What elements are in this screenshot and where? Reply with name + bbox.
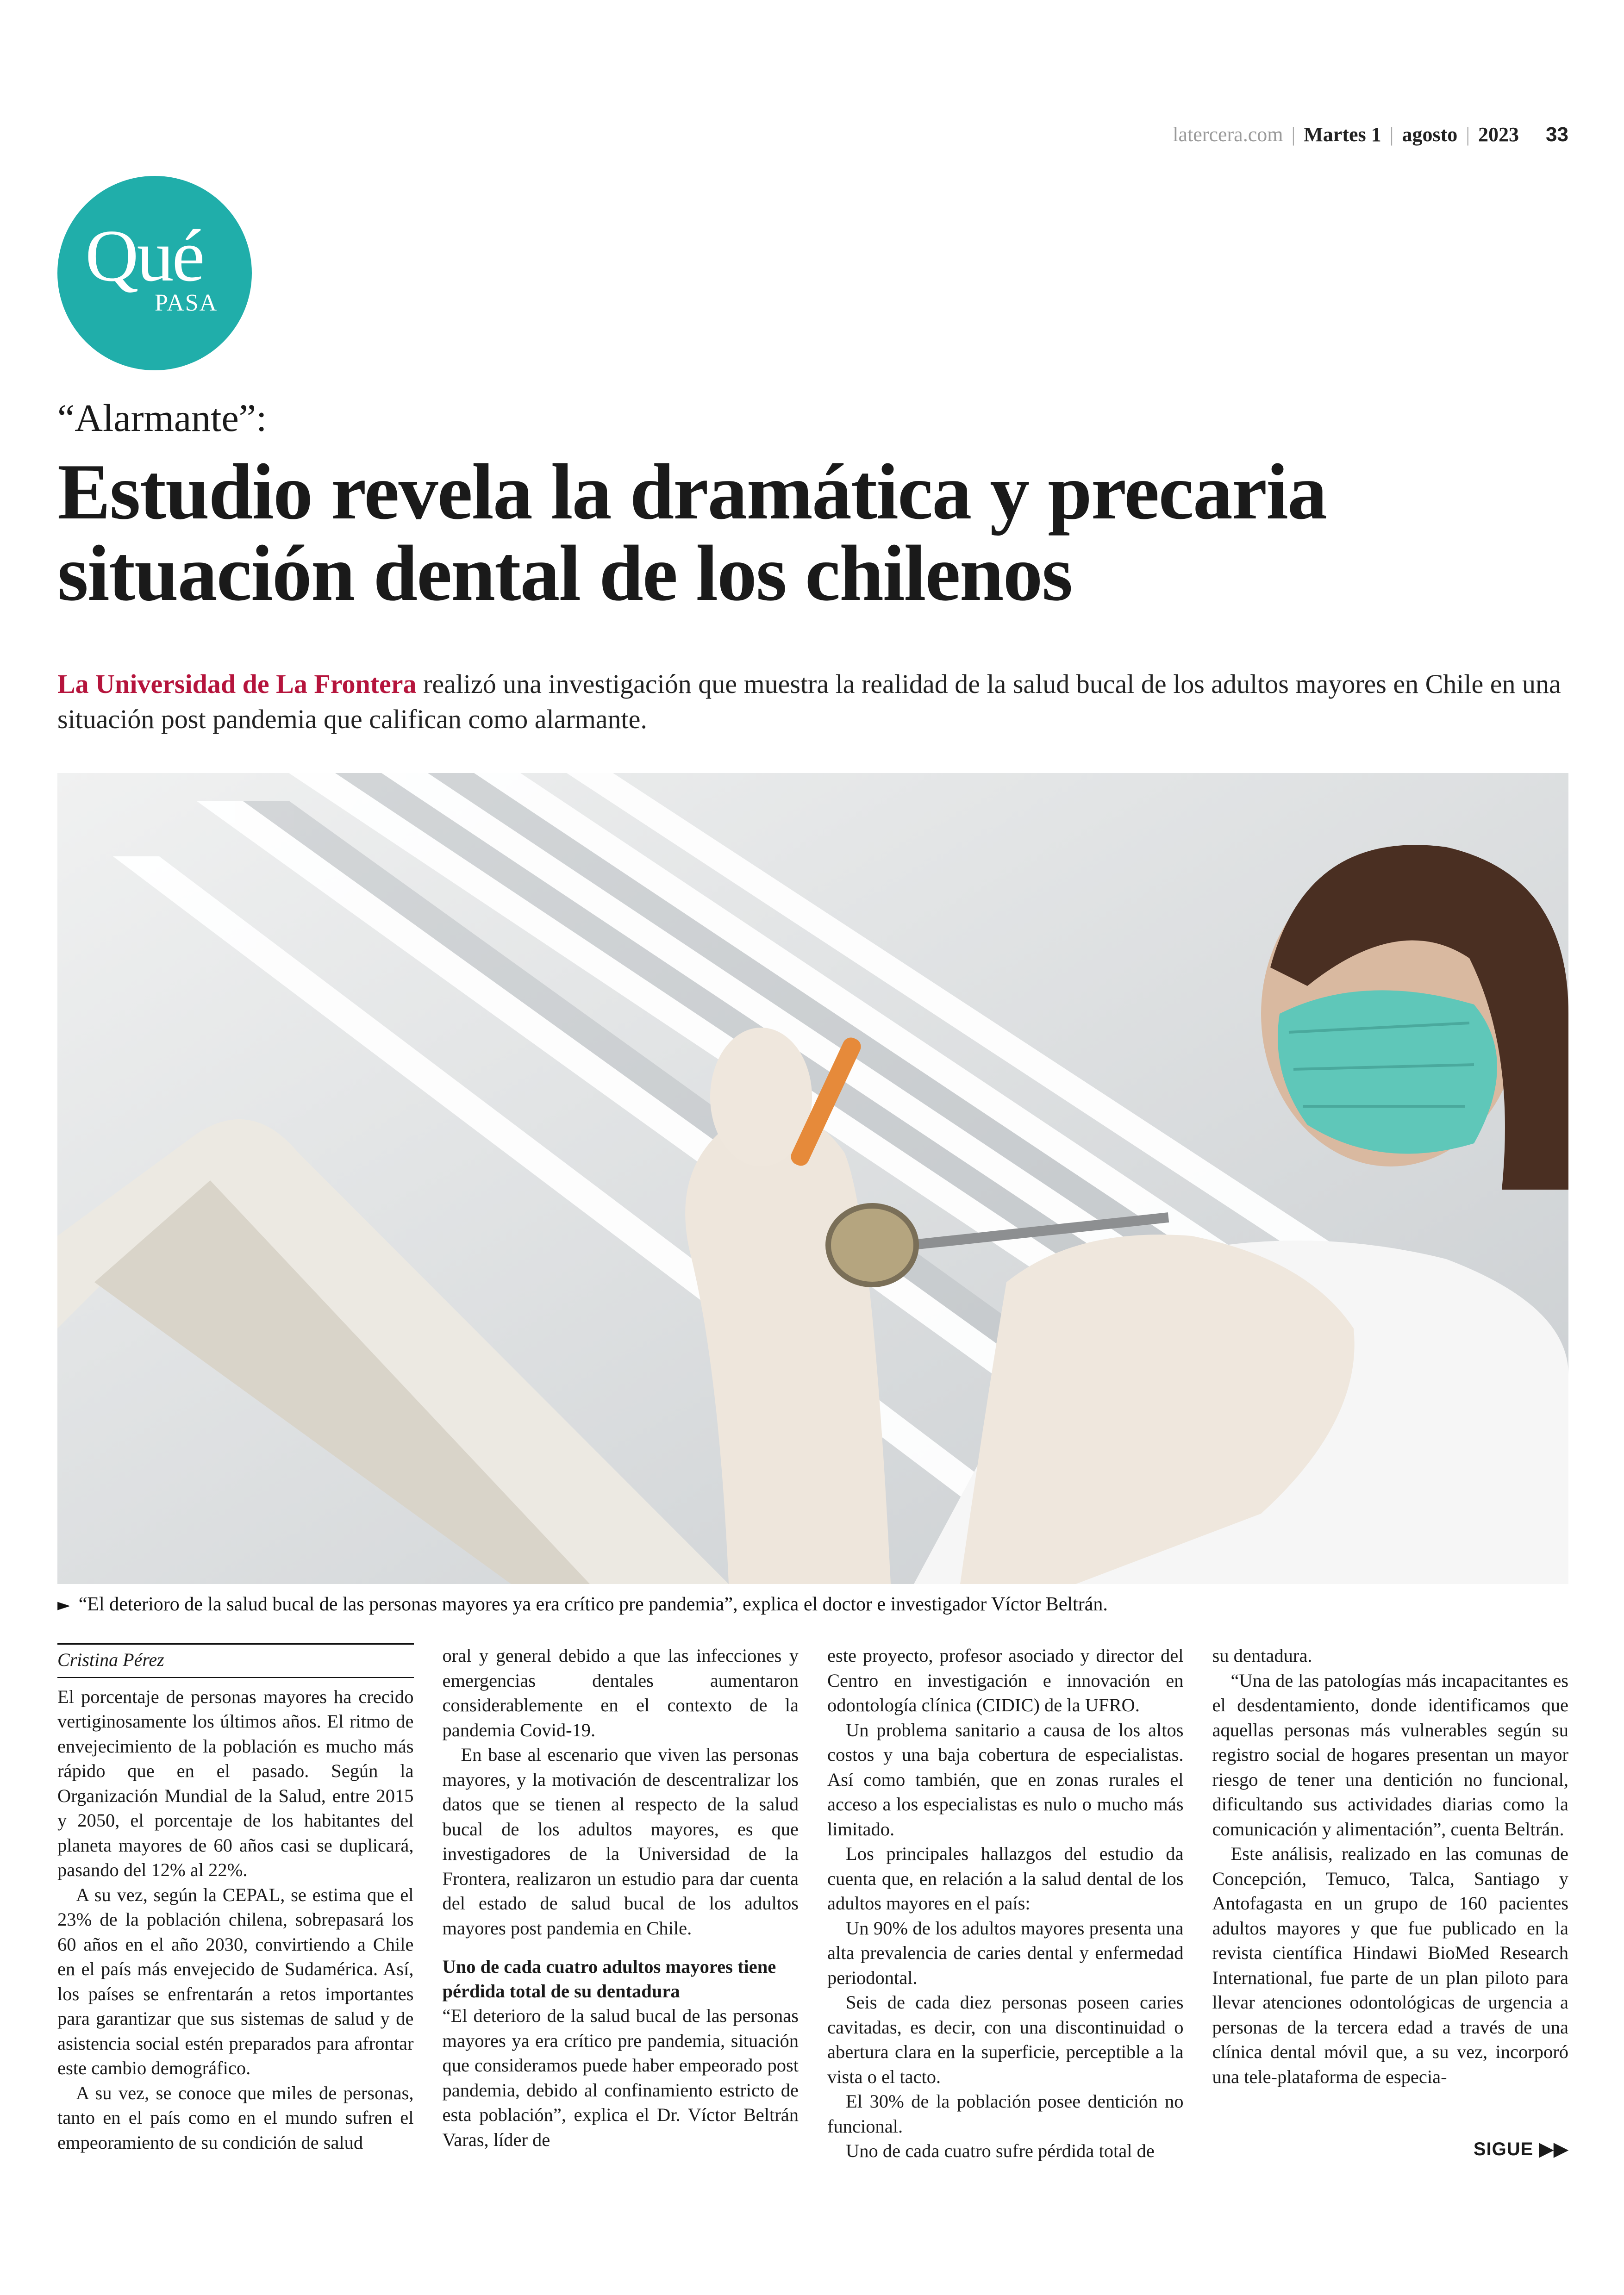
paragraph: El porcentaje de personas mayores ha crecido vertiginosamente los últimos años. El ritmo de envejecimiento de la población es mucho más rápido que en el pasado. Según la Organización Mundial de la Salud, entre 2015 y 2050, el porcentaje de los habitantes del planeta mayores de 60 años casi se duplicará, pasando del 12% al 22%. — [57, 1686, 414, 1880]
column-4 — [1212, 1643, 1569, 2176]
caption-arrow-icon: ► — [57, 1596, 70, 1615]
que-pasa-logo — [57, 176, 252, 370]
separator: | — [1389, 123, 1394, 146]
continue-marker[interactable]: SIGUE ▶▶ — [1473, 2139, 1568, 2159]
column-3 — [827, 1643, 1184, 2176]
paragraph: Los principales hallazgos del estudio da cuenta que, en relación a la salud dental de los adultos mayores en el país: — [827, 1843, 1184, 1914]
paragraph: su dentadura. — [1212, 1645, 1312, 1666]
kicker: “Alarmante”: — [57, 397, 267, 440]
subheading: Uno de cada cuatro adultos mayores tiene pérdida total de su dentadura — [442, 1956, 776, 2002]
byline: Cristina Pérez — [57, 1643, 414, 1678]
dek-text: realizó una investigación que muestra la realidad de la salud bucal de los adultos mayores en Chile en una situación post pandemia que califican como alarmante. — [57, 669, 1561, 734]
column-1 — [57, 1643, 414, 2176]
date-weekday: Martes 1 — [1304, 123, 1381, 146]
dentist-photo-illustration — [57, 773, 1568, 1584]
paragraph: este proyecto, profesor asociado y director del Centro en investigación e innovación en odontología clínica (CIDIC) de la UFRO. — [827, 1645, 1184, 1715]
headline: Estudio revela la dramática y precaria situación dental de los chilenos — [57, 448, 1326, 617]
separator: | — [1466, 123, 1470, 146]
paragraph: A su vez, según la CEPAL, se estima que el 23% de la población chilena, sobrepasará los 60 años en el año 2030, convirtiendo a Chile en el país más envejecido de Sudamérica. Así, los países se enfrentarán a retos importantes para garantizar que sus sistemas de salud y de asistencia social estén preparados para afrontar este cambio demográfico. — [57, 1884, 414, 2078]
logo-text-que: Qué — [85, 214, 203, 297]
date-month: agosto — [1402, 123, 1458, 146]
dek — [57, 667, 1562, 737]
paragraph: A su vez, se conoce que miles de personas, tanto en el país como en el mundo sufren el empeoramiento de su condición de salud — [57, 2082, 414, 2153]
masthead — [1173, 123, 1568, 146]
paragraph: “El deterioro de la salud bucal de las personas mayores ya era crítico pre pandemia, situación que consideramos puede haber empeorado post pandemia, debido al confinamiento estricto de esta población”, explica el Dr. Víctor Beltrán Varas, líder de — [442, 2005, 799, 2150]
paragraph: Este análisis, realizado en las comunas de Concepción, Temuco, Talca, Santiago y Antofagasta en un grupo de 160 pacientes adultos mayores y que fue publicado en la revista científica Hindawi BioMed Research International, fue parte de un plan piloto para llevar atenciones odontológicas de urgencia a personas de la tercera edad a través de una clínica dental móvil que, a su vez, incorporó una tele-plataforma de especia- — [1212, 1843, 1568, 2087]
paragraph: oral y general debido a que las infecciones y emergencias dentales aumentaron considerablemente en el contexto de la pandemia Covid-19. — [442, 1645, 799, 1740]
photo-caption — [57, 1593, 1568, 1615]
paragraph: En base al escenario que viven las personas mayores, y la motivación de descentralizar los datos que se tienen al respecto de la salud bucal de los adultos mayores, es que investigadores de la Universidad de la Frontera, realizaron un estudio para dar cuenta del estado de salud bucal de los adultos mayores post pandemia en Chile. — [442, 1744, 799, 1939]
paragraph: Uno de cada cuatro sufre pérdida total de — [846, 2140, 1155, 2161]
paragraph: Un problema sanitario a causa de los altos costos y una baja cobertura de especialistas. Así como también, que en zonas rurales el acceso a los especialistas es nulo o mucho más limitado. — [827, 1719, 1184, 1840]
dek-highlight: La Universidad de La Frontera — [57, 669, 417, 699]
paragraph: Seis de cada diez personas poseen caries cavitadas, es decir, con una discontinuidad o abertura clara en la superficie, perceptible a la vista o el tacto. — [827, 1992, 1184, 2087]
page-number: 33 — [1546, 123, 1568, 146]
paragraph: “Una de las patologías más incapacitantes es el desdentamiento, donde identificamos que aquellas personas más vulnerables según su registro social de hogares presentan un mayor riesgo de tener una dentición no funcional, dificultando sus actividades diarias como la comunicación y alimentación”, cuenta Beltrán. — [1212, 1670, 1568, 1840]
date-year: 2023 — [1478, 123, 1519, 146]
paragraph: El 30% de la población posee dentición no funcional. — [827, 2091, 1184, 2137]
column-2 — [443, 1643, 799, 2176]
logo-text-pasa: PASA — [155, 290, 218, 316]
paragraph: Un 90% de los adultos mayores presenta una alta prevalencia de caries dental y enfermedad periodontal. — [827, 1917, 1184, 1988]
caption-text: “El deterioro de la salud bucal de las personas mayores ya era crítico pre pandemia”, explica el doctor e investigador Víctor Beltrán. — [78, 1594, 1108, 1615]
site-name[interactable]: latercera.com — [1173, 123, 1283, 146]
article-photo — [57, 773, 1568, 1584]
separator: | — [1291, 123, 1296, 146]
article-body — [57, 1643, 1568, 2176]
